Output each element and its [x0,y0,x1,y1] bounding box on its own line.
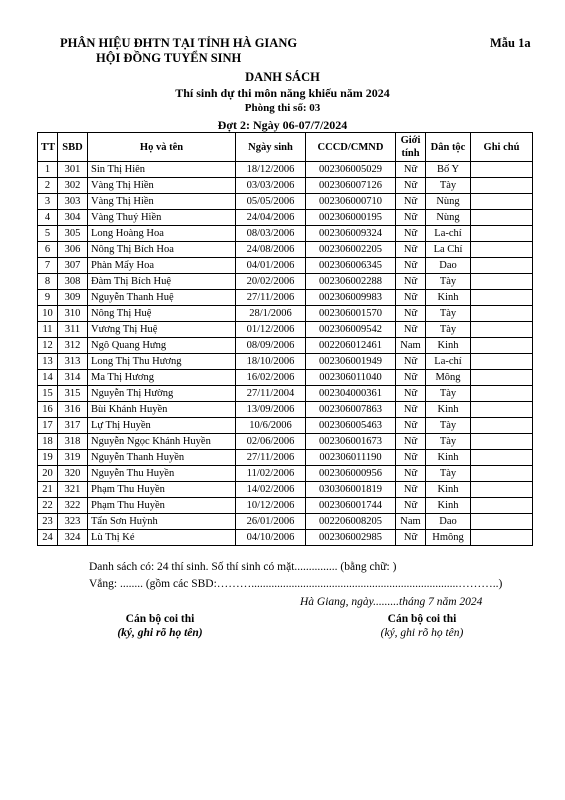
table-cell: 27/11/2004 [236,386,306,402]
table-cell: La Chí [426,242,471,258]
table-cell: 309 [58,290,88,306]
table-cell: 323 [58,514,88,530]
table-cell: Kinh [426,338,471,354]
table-cell: 321 [58,482,88,498]
table-row [38,466,533,482]
table-cell: Nữ [396,162,426,178]
table-cell: Tày [426,274,471,290]
table-row [38,370,533,386]
left-signature-note: (ký, ghi rõ họ tên) [117,627,203,639]
table-cell: 002306002288 [306,274,396,290]
column-header: SBD [58,133,88,162]
table-cell: 08/03/2006 [236,226,306,242]
table-cell: Nữ [396,306,426,322]
table-cell: 12 [38,338,58,354]
table-cell: 02/06/2006 [236,434,306,450]
table-row [38,498,533,514]
table-cell [471,194,533,210]
table-cell: Ma Thị Hương [88,370,236,386]
table-cell [471,338,533,354]
table-cell: 10/6/2006 [236,418,306,434]
table-cell: Nông Thị Bích Hoa [88,242,236,258]
table-cell: 319 [58,450,88,466]
table-cell [471,386,533,402]
table-row [38,242,533,258]
table-cell: 01/12/2006 [236,322,306,338]
table-cell: 002306007126 [306,178,396,194]
table-cell: 315 [58,386,88,402]
table-cell: Phạm Thu Huyền [88,498,236,514]
table-cell: Bùi Khánh Huyền [88,402,236,418]
table-cell: Vương Thị Huệ [88,322,236,338]
table-cell: 002306009983 [306,290,396,306]
table-cell [471,210,533,226]
table-cell: Nùng [426,194,471,210]
table-cell: Nữ [396,178,426,194]
column-header: Ghi chú [471,133,533,162]
table-cell: 322 [58,498,88,514]
table-cell: 311 [58,322,88,338]
table-cell: Nguyễn Thu Huyền [88,466,236,482]
table-cell: Ngô Quang Hưng [88,338,236,354]
table-cell: Nguyễn Thanh Huệ [88,290,236,306]
table-cell [471,450,533,466]
table-cell: Nữ [396,466,426,482]
table-cell: 002306000710 [306,194,396,210]
table-cell: Nữ [396,258,426,274]
table-cell: Kinh [426,482,471,498]
table-cell [471,306,533,322]
table-cell: Long Thị Thu Hương [88,354,236,370]
table-cell: 26/01/2006 [236,514,306,530]
table-row [38,450,533,466]
table-cell: 030306001819 [306,482,396,498]
table-cell: Tày [426,306,471,322]
table-cell: 002206008205 [306,514,396,530]
table-cell [471,258,533,274]
table-cell: Hmông [426,530,471,546]
table-row [38,434,533,450]
table-cell: 002306001744 [306,498,396,514]
exam-session: Đợt 2: Ngày 06-07/7/2024 [217,118,348,132]
table-cell: 312 [58,338,88,354]
table-cell: Phạm Thu Huyền [88,482,236,498]
table-row [38,386,533,402]
table-cell: 6 [38,242,58,258]
table-cell: 4 [38,210,58,226]
table-cell: Kinh [426,498,471,514]
table-cell: 04/10/2006 [236,530,306,546]
table-cell: Nguyễn Thị Hường [88,386,236,402]
table-cell: 16/02/2006 [236,370,306,386]
table-cell: La-chí [426,354,471,370]
table-cell: Nữ [396,482,426,498]
table-cell: 17 [38,418,58,434]
table-row [38,162,533,178]
table-cell: 18 [38,434,58,450]
table-row [38,418,533,434]
table-cell: 22 [38,498,58,514]
table-cell: Vàng Thị Hiền [88,194,236,210]
table-body [38,162,533,546]
table-cell: 28/1/2006 [236,306,306,322]
table-cell: Nữ [396,322,426,338]
table-cell: La-chí [426,226,471,242]
table-cell: Tày [426,178,471,194]
table-cell: 10/12/2006 [236,498,306,514]
table-cell: 24/08/2006 [236,242,306,258]
table-cell: Kinh [426,290,471,306]
column-header: CCCD/CMND [306,133,396,162]
organization-name: PHÂN HIỆU ĐHTN TẠI TỈNH HÀ GIANG [60,36,298,50]
table-row [38,482,533,498]
table-cell: 316 [58,402,88,418]
table-cell: Tày [426,418,471,434]
table-cell: Dao [426,514,471,530]
table-cell [471,482,533,498]
table-row [38,338,533,354]
table-cell: 002306002985 [306,530,396,546]
summary-line: Danh sách có: 24 thí sinh. Số thí sinh có mặt............... (bằng chữ: ) [89,561,397,573]
table-cell [471,418,533,434]
table-cell: Nữ [396,418,426,434]
table-cell: 002306001949 [306,354,396,370]
table-cell: 10 [38,306,58,322]
table-cell: Tày [426,322,471,338]
table-cell: 2 [38,178,58,194]
table-cell: 002306006345 [306,258,396,274]
table-cell: Nữ [396,402,426,418]
table-cell: 7 [38,258,58,274]
table-cell [471,466,533,482]
table-cell: 002306000956 [306,466,396,482]
table-cell: 05/05/2006 [236,194,306,210]
table-cell: 08/09/2006 [236,338,306,354]
table-cell: 002306005029 [306,162,396,178]
table-cell: 11/02/2006 [236,466,306,482]
table-cell: Nữ [396,194,426,210]
table-cell: 002306001673 [306,434,396,450]
table-cell: Mông [426,370,471,386]
table-cell: Nam [396,338,426,354]
table-cell: 002306001570 [306,306,396,322]
table-cell: 15 [38,386,58,402]
table-cell: 5 [38,226,58,242]
table-cell: Tẩn Sơn Huỳnh [88,514,236,530]
table-cell: Nữ [396,274,426,290]
table-cell: 24/04/2006 [236,210,306,226]
table-row [38,290,533,306]
table-cell [471,242,533,258]
table-cell: 002304000361 [306,386,396,402]
table-cell [471,530,533,546]
table-row [38,274,533,290]
table-cell: 306 [58,242,88,258]
table-cell [471,514,533,530]
table-cell: 320 [58,466,88,482]
table-cell: 21 [38,482,58,498]
table-cell: Nguyễn Ngọc Khánh Huyền [88,434,236,450]
table-cell: 301 [58,162,88,178]
table-cell: 8 [38,274,58,290]
table-cell: 002306005463 [306,418,396,434]
table-cell [471,498,533,514]
table-cell: Vàng Thuý Hiền [88,210,236,226]
table-cell: Nữ [396,210,426,226]
table-cell: Vàng Thị Hiền [88,178,236,194]
table-cell: 20 [38,466,58,482]
table-row [38,194,533,210]
table-cell: Tày [426,434,471,450]
table-cell: 9 [38,290,58,306]
table-cell: 308 [58,274,88,290]
table-cell: Nữ [396,370,426,386]
table-cell: Nùng [426,210,471,226]
table-cell [471,178,533,194]
date-line: Hà Giang, ngày.........tháng 7 năm 2024 [300,596,483,608]
table-cell: 04/01/2006 [236,258,306,274]
table-row [38,402,533,418]
table-cell: Nữ [396,530,426,546]
table-cell: Nữ [396,242,426,258]
table-cell: Tày [426,386,471,402]
table-cell: Phàn Mẩy Hoa [88,258,236,274]
table-cell: Lù Thị Ké [88,530,236,546]
table-row [38,322,533,338]
document-subtitle: Thí sinh dự thi môn năng khiếu năm 2024 [175,86,390,100]
table-cell: 16 [38,402,58,418]
table-cell: Lự Thị Huyền [88,418,236,434]
table-cell [471,354,533,370]
table-cell: Nữ [396,498,426,514]
table-cell [471,162,533,178]
table-header-row [38,133,533,162]
table-row [38,354,533,370]
table-cell [471,274,533,290]
left-signature-title: Cán bộ coi thi [125,613,195,625]
table-cell: Nữ [396,354,426,370]
right-signature-title: Cán bộ coi thi [387,613,457,625]
exam-room: Phòng thi số: 03 [244,102,321,114]
table-cell: 313 [58,354,88,370]
table-row [38,306,533,322]
table-cell: 03/03/2006 [236,178,306,194]
table-cell: Nữ [396,290,426,306]
table-cell [471,290,533,306]
table-cell: 002306002205 [306,242,396,258]
table-cell: 002306000195 [306,210,396,226]
table-cell: 324 [58,530,88,546]
table-cell: Nguyễn Thanh Huyền [88,450,236,466]
column-header: Dân tộc [426,133,471,162]
table-row [38,530,533,546]
table-cell: 302 [58,178,88,194]
table-cell: 27/11/2006 [236,290,306,306]
absent-line: Vắng: ........ (gồm các SBD:………........................................................................………..) [89,578,503,590]
table-cell: 23 [38,514,58,530]
candidate-table [37,132,533,546]
table-cell: Kinh [426,450,471,466]
table-cell: Tày [426,466,471,482]
table-cell [471,226,533,242]
table-cell: 24 [38,530,58,546]
table-cell: 11 [38,322,58,338]
table-row [38,226,533,242]
table-cell [471,434,533,450]
table-cell: 19 [38,450,58,466]
table-cell: Nam [396,514,426,530]
table-cell: 318 [58,434,88,450]
table-cell: 002206012461 [306,338,396,354]
table-row [38,210,533,226]
column-header: Giới tính [396,133,426,162]
table-row [38,178,533,194]
column-header: TT [38,133,58,162]
table-cell: 3 [38,194,58,210]
table-cell: 1 [38,162,58,178]
table-cell: Đàm Thị Bích Huệ [88,274,236,290]
table-cell: Dao [426,258,471,274]
table-cell: 14 [38,370,58,386]
table-cell [471,322,533,338]
table-cell: Nữ [396,450,426,466]
table-cell: 20/02/2006 [236,274,306,290]
table-cell: 310 [58,306,88,322]
table-cell: 304 [58,210,88,226]
table-cell: 002306009324 [306,226,396,242]
form-code: Mẫu 1a [490,36,531,50]
table-cell [471,402,533,418]
table-cell: 27/11/2006 [236,450,306,466]
table-cell: 305 [58,226,88,242]
table-cell: 317 [58,418,88,434]
table-cell: Long Hoàng Hoa [88,226,236,242]
table-cell: 314 [58,370,88,386]
table-cell: Nông Thị Huệ [88,306,236,322]
table-cell: 18/10/2006 [236,354,306,370]
table-cell: 002306007863 [306,402,396,418]
table-cell: 14/02/2006 [236,482,306,498]
right-signature-note: (ký, ghi rõ họ tên) [380,627,464,639]
table-cell: 002306011190 [306,450,396,466]
table-cell [471,370,533,386]
table-row [38,258,533,274]
table-cell: 303 [58,194,88,210]
table-cell: Nữ [396,386,426,402]
table-cell: Nữ [396,226,426,242]
column-header: Họ và tên [88,133,236,162]
table-cell: 13 [38,354,58,370]
table-cell: Sin Thị Hiên [88,162,236,178]
column-header: Ngày sinh [236,133,306,162]
table-cell: Bố Y [426,162,471,178]
council-name: HỘI ĐỒNG TUYỂN SINH [96,51,242,65]
table-cell: Nữ [396,434,426,450]
table-row [38,514,533,530]
table-cell: 002306009542 [306,322,396,338]
table-cell: 13/09/2006 [236,402,306,418]
table-cell: 002306011040 [306,370,396,386]
table-cell: 307 [58,258,88,274]
table-cell: Kinh [426,402,471,418]
table-cell: 18/12/2006 [236,162,306,178]
document-title: DANH SÁCH [245,70,320,84]
